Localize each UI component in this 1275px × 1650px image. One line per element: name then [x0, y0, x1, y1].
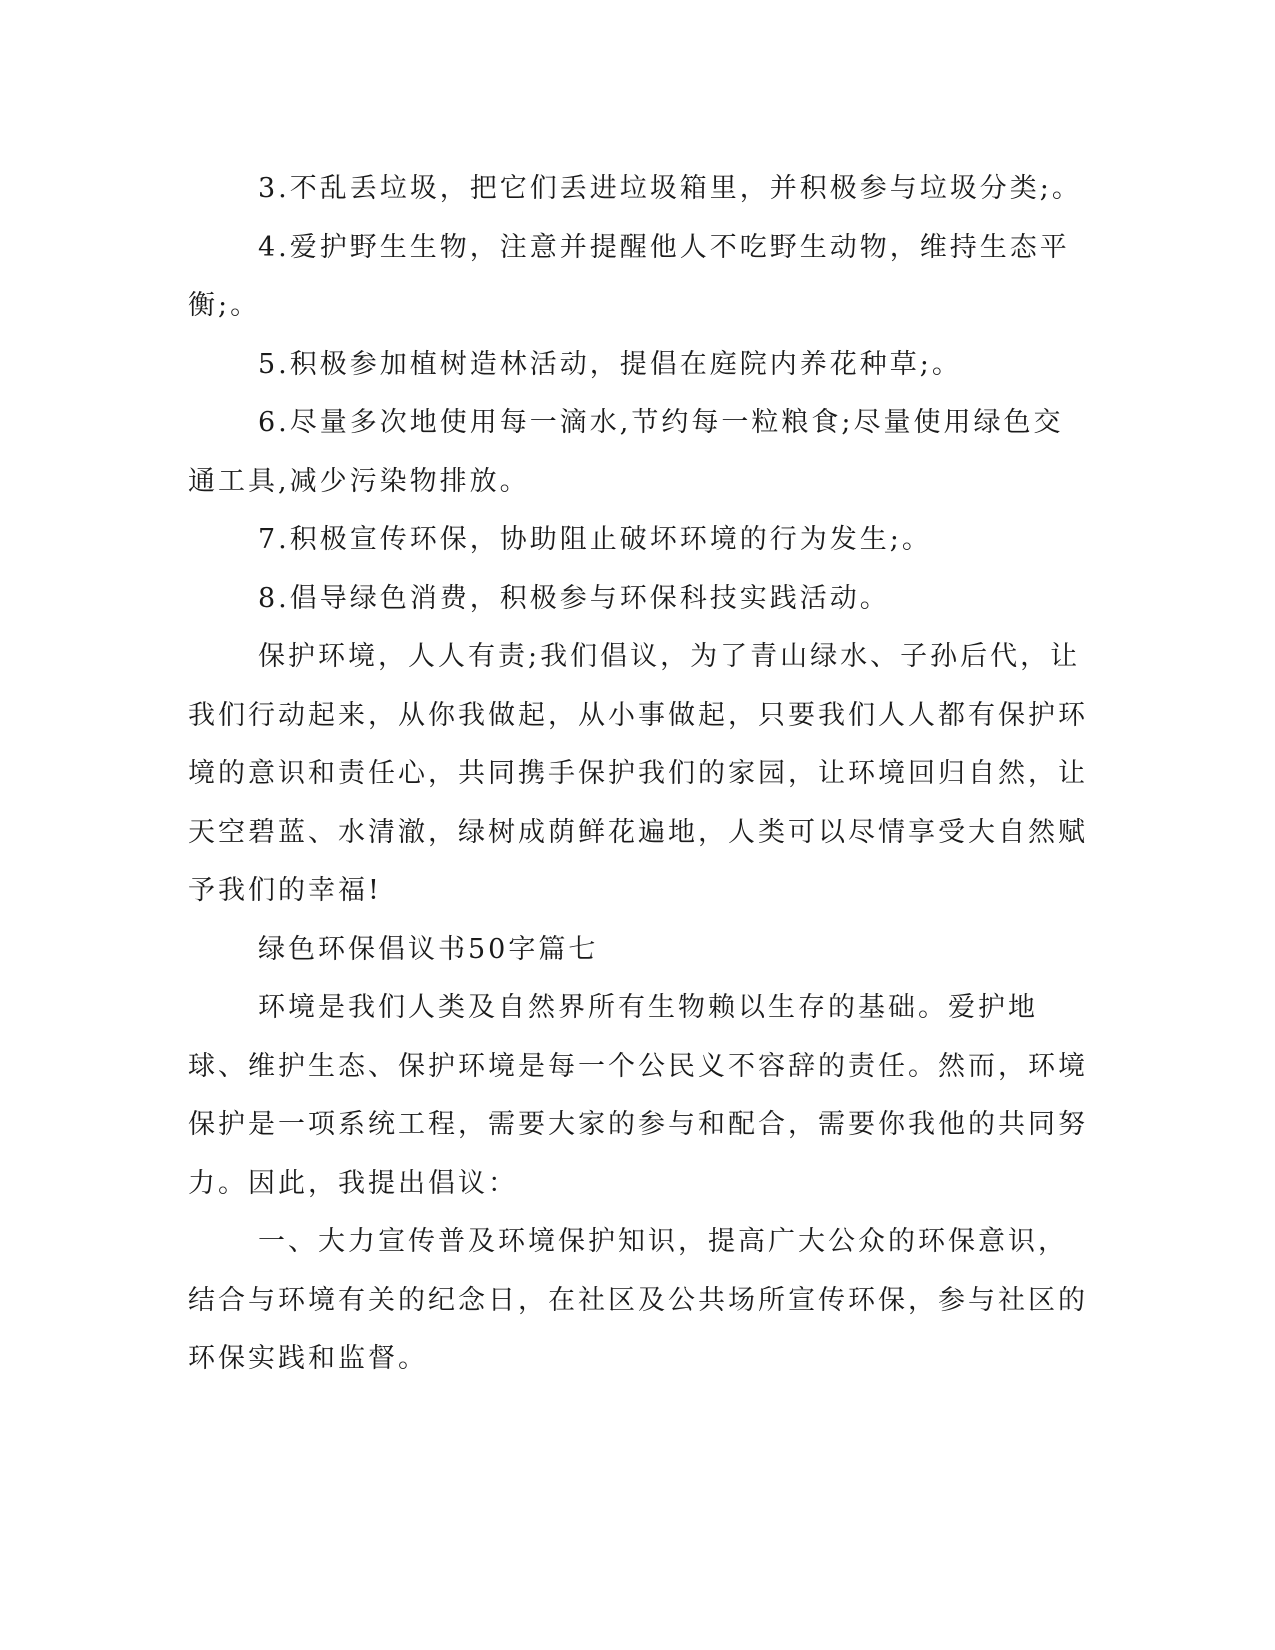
paragraph-item-6: 6.尽量多次地使用每一滴水,节约每一粒粮食;尽量使用绿色交通工具,减少污染物排放。 — [188, 407, 1064, 497]
section-heading: 绿色环保倡议书50字篇七 — [258, 933, 599, 965]
closing-paragraph: 保护环境，人人有责;我们倡议，为了青山绿水、子孙后代，让我们行动起来，从你我做起，从小事做起，只要我们人人都有保护环境的意识和责任心，共同携手保护我们的家园，让环境回归自然，让天空碧蓝、水清澈，绿树成荫鲜花遍地，人类可以尽情享受大自然赋予我们的幸福! — [188, 641, 1088, 906]
paragraph-item-3: 3.不乱丢垃圾，把它们丢进垃圾箱里，并积极参与垃圾分类;。 — [258, 173, 1082, 204]
paragraph-item-5: 5.积极参加植树造林活动，提倡在庭院内养花种草;。 — [258, 348, 962, 380]
proposal-item-1: 一、大力宣传普及环境保护知识，提高广大公众的环保意识，结合与环境有关的纪念日，在社区及公共场所宣传环保，参与社区的环保实践和监督。 — [188, 1226, 1088, 1374]
paragraph-item-4: 4.爱护野生生物，注意并提醒他人不吃野生动物，维持生态平衡;。 — [188, 231, 1070, 321]
paragraph-item-8: 8.倡导绿色消费，积极参与环保科技实践活动。 — [258, 582, 890, 614]
intro-paragraph: 环境是我们人类及自然界所有生物赖以生存的基础。爱护地球、维护生态、保护环境是每一个公民义不容辞的责任。然而，环境保护是一项系统工程，需要大家的参与和配合，需要你我他的共同努力。因此，我提出倡议： — [188, 992, 1088, 1199]
paragraph-item-7: 7.积极宣传环保，协助阻止破坏环境的行为发生;。 — [258, 524, 932, 555]
document-body — [188, 160, 1088, 1389]
